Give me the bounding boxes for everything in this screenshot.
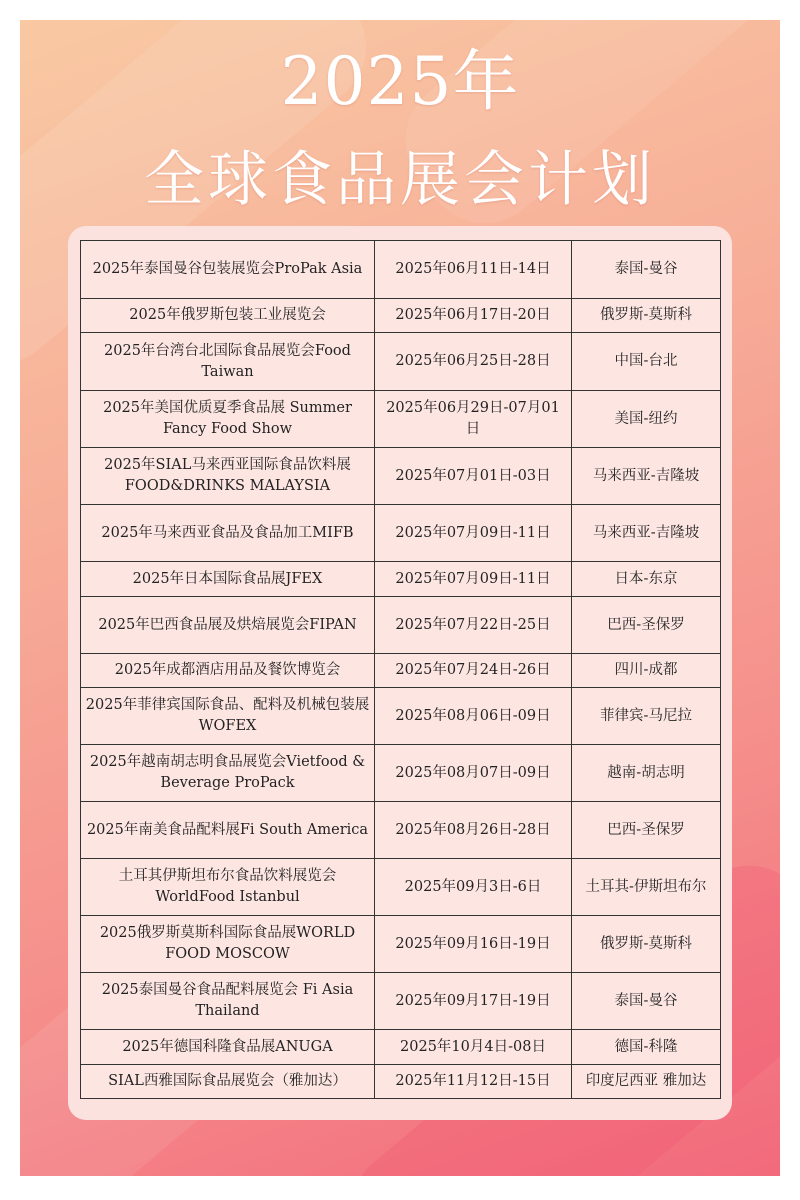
exhibition-name: 2025泰国曼谷食品配料展览会 Fi Asia Thailand: [81, 973, 375, 1030]
exhibition-name: 2025年成都酒店用品及餐饮博览会: [81, 654, 375, 688]
exhibition-location: 泰国-曼谷: [572, 973, 721, 1030]
table-row: [81, 505, 721, 562]
exhibition-date: 2025年10月4日-08日: [375, 1030, 572, 1065]
exhibition-name: 2025年台湾台北国际食品展览会Food Taiwan: [81, 333, 375, 391]
table-row: [81, 654, 721, 688]
exhibition-date: 2025年06月11日-14日: [375, 241, 572, 299]
exhibition-location: 泰国-曼谷: [572, 241, 721, 299]
exhibition-location: 中国-台北: [572, 333, 721, 391]
exhibition-location: 四川-成都: [572, 654, 721, 688]
exhibition-date: 2025年09月3日-6日: [375, 859, 572, 916]
exhibition-name: 2025年日本国际食品展JFEX: [81, 562, 375, 597]
exhibition-date: 2025年06月29日-07月01日: [375, 391, 572, 448]
exhibition-date: 2025年08月07日-09日: [375, 745, 572, 802]
exhibition-name: 2025年美国优质夏季食品展 Summer Fancy Food Show: [81, 391, 375, 448]
exhibition-date: 2025年11月12日-15日: [375, 1065, 572, 1099]
exhibition-date: 2025年09月17日-19日: [375, 973, 572, 1030]
table-row: [81, 688, 721, 745]
table-row: [81, 745, 721, 802]
exhibition-location: 俄罗斯-莫斯科: [572, 916, 721, 973]
exhibition-location: 马来西亚-吉隆坡: [572, 448, 721, 505]
exhibition-date: 2025年07月01日-03日: [375, 448, 572, 505]
exhibition-location: 土耳其-伊斯坦布尔: [572, 859, 721, 916]
exhibition-date: 2025年07月24日-26日: [375, 654, 572, 688]
exhibition-location: 越南-胡志明: [572, 745, 721, 802]
exhibition-name: 2025年马来西亚食品及食品加工MIFB: [81, 505, 375, 562]
table-row: [81, 391, 721, 448]
table-row: [81, 299, 721, 333]
table-row: [81, 448, 721, 505]
exhibition-name: 2025年越南胡志明食品展览会Vietfood & Beverage ProPack: [81, 745, 375, 802]
exhibition-location: 美国-纽约: [572, 391, 721, 448]
exhibition-name: 2025年南美食品配料展Fi South America: [81, 802, 375, 859]
title-main: 全球食品展会计划: [144, 145, 656, 215]
exhibition-name: 2025年SIAL马来西亚国际食品饮料展FOOD&DRINKS MALAYSIA: [81, 448, 375, 505]
exhibition-location: 俄罗斯-莫斯科: [572, 299, 721, 333]
exhibition-location: 德国-科隆: [572, 1030, 721, 1065]
exhibition-location: 巴西-圣保罗: [572, 597, 721, 654]
table-row: [81, 597, 721, 654]
exhibition-location: 巴西-圣保罗: [572, 802, 721, 859]
exhibition-name: 2025年俄罗斯包装工业展览会: [81, 299, 375, 333]
exhibition-date: 2025年09月16日-19日: [375, 916, 572, 973]
table-row: [81, 333, 721, 391]
exhibition-date: 2025年08月06日-09日: [375, 688, 572, 745]
exhibition-date: 2025年07月22日-25日: [375, 597, 572, 654]
exhibition-location: 日本-东京: [572, 562, 721, 597]
table-row: [81, 1030, 721, 1065]
exhibition-name: 2025年泰国曼谷包装展览会ProPak Asia: [81, 241, 375, 299]
exhibition-date: 2025年07月09日-11日: [375, 505, 572, 562]
exhibition-location: 印度尼西亚 雅加达: [572, 1065, 721, 1099]
exhibition-location: 马来西亚-吉隆坡: [572, 505, 721, 562]
table-row: [81, 973, 721, 1030]
table-row: [81, 1065, 721, 1099]
exhibition-date: 2025年07月09日-11日: [375, 562, 572, 597]
exhibition-date: 2025年08月26日-28日: [375, 802, 572, 859]
exhibition-date: 2025年06月25日-28日: [375, 333, 572, 391]
table-row: [81, 241, 721, 299]
poster-background: [20, 20, 780, 1176]
exhibition-name: 2025年巴西食品展及烘焙展览会FIPAN: [81, 597, 375, 654]
exhibition-name: SIAL西雅国际食品展览会（雅加达）: [81, 1065, 375, 1099]
table-row: [81, 859, 721, 916]
exhibition-name: 2025俄罗斯莫斯科国际食品展WORLD FOOD MOSCOW: [81, 916, 375, 973]
exhibition-name: 2025年菲律宾国际食品、配料及机械包装展WOFEX: [81, 688, 375, 745]
exhibition-date: 2025年06月17日-20日: [375, 299, 572, 333]
exhibition-table: [80, 240, 721, 1099]
schedule-card: [68, 226, 732, 1120]
exhibition-name: 2025年德国科隆食品展ANUGA: [81, 1030, 375, 1065]
title-year: 2025年: [280, 43, 520, 120]
exhibition-location: 菲律宾-马尼拉: [572, 688, 721, 745]
exhibition-name: 土耳其伊斯坦布尔食品饮料展览会WorldFood Istanbul: [81, 859, 375, 916]
table-row: [81, 916, 721, 973]
table-row: [81, 562, 721, 597]
table-row: [81, 802, 721, 859]
